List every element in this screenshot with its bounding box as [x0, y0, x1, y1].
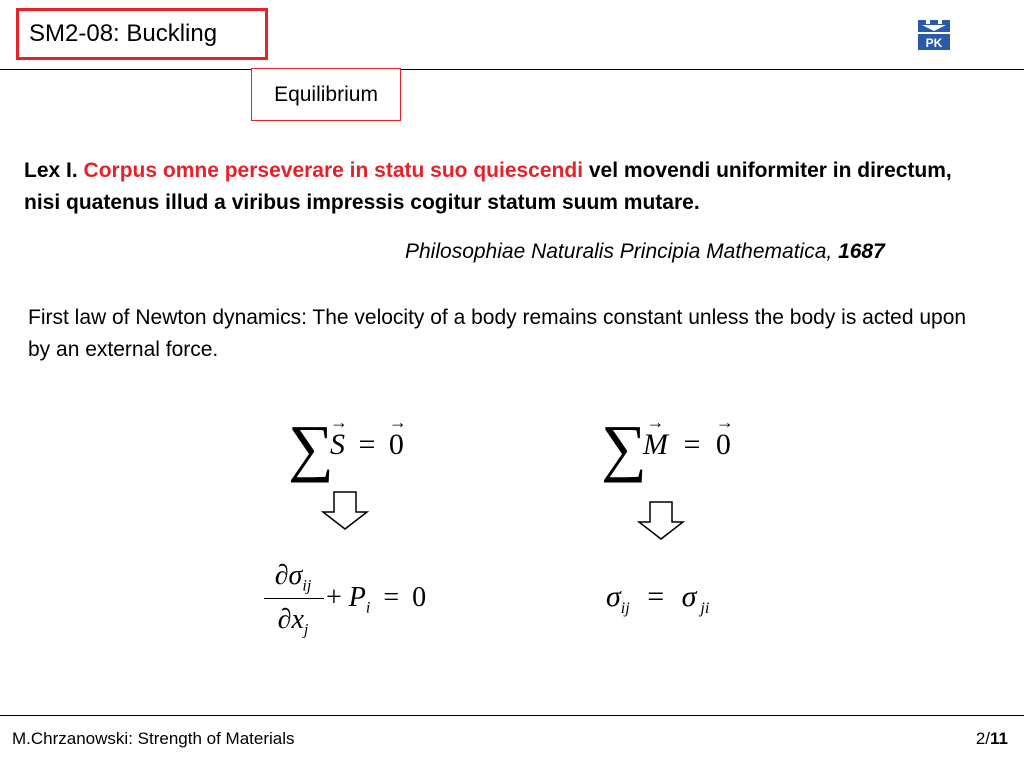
page-number	[976, 729, 1008, 749]
section-label-box	[251, 68, 401, 121]
lex-rest: vel movendi uniformiter in directum, nisi quatenus illud a viribus impressis cogitur statum suum mutare.	[24, 159, 952, 214]
newton-first-law-text: First law of Newton dynamics: The velocity of a body remains constant unless the body is acted upon by an external force.	[28, 306, 967, 361]
slide-title: SM2-08: Buckling	[29, 20, 218, 47]
footer-divider	[0, 715, 1024, 716]
hollow-down-arrow-icon	[636, 500, 686, 542]
lex-highlight: Corpus omne perseverare in statu suo quiescendi	[83, 159, 584, 182]
footer-author: M.Chrzanowski: Strength of Materials	[12, 729, 295, 748]
section-label: Equilibrium	[274, 82, 378, 106]
hollow-down-arrow-icon	[320, 490, 370, 532]
citation-year: 1687	[838, 240, 885, 263]
latin-quote	[24, 155, 984, 219]
lex-prefix: Lex I.	[24, 159, 78, 182]
citation	[405, 240, 885, 264]
stress-symmetry-formula: $\sigma_{ij} = \sigma$ $_{ji}$	[606, 580, 710, 617]
slide-title-box	[16, 8, 268, 60]
page-total: 11	[990, 729, 1008, 748]
page-current: 2/	[975, 729, 991, 748]
svg-text:PK: PK	[925, 36, 943, 50]
citation-work: Philosophiae Naturalis Principia Mathematica,	[405, 240, 833, 263]
pk-logo-icon	[916, 18, 952, 52]
header-divider	[0, 69, 1024, 70]
